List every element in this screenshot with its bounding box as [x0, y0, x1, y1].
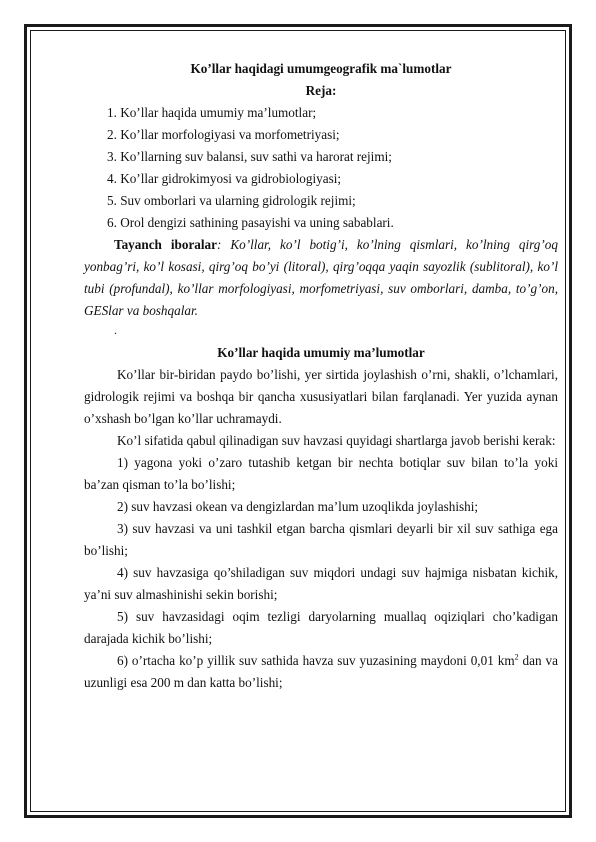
paragraph-intro: Ko’llar bir-biridan paydo bo’lishi, yer sirtida joylashish o’rni, shakli, o’lchamlari, gidrologik rejimi va boshqa bir qancha xususiyatlari bilan farqlanadi. Yer yuzida aynan o’xshash bo’lgan ko’llar uchramaydi.	[84, 367, 558, 426]
plan-item: 4. Ko’llar gidrokimyosi va gidrobiologiyasi;	[107, 171, 342, 186]
condition-text: dan va uzunligi esa 200 m dan katta bo’lishi;	[84, 653, 558, 690]
plan-item: 6. Orol dengizi sathining pasayishi va uning sabablari.	[107, 215, 394, 230]
document-body	[84, 58, 558, 694]
condition-item: 5) suv havzasidagi oqim tezligi daryolarning muallaq oqiziqlari cho’kadigan darajada kichik bo’lishi;	[84, 609, 558, 646]
keywords-text: : Ko’llar, ko’l botig’i, ko’lning qismlari, ko’lning qirg’oq yonbag’ri, ko’l kosasi, qirg’oq bo’yi (litoral), qirg’oqqa yaqin sayozlik (sublitoral), ko’l tubi (profundal), ko’llar morfologiyasi, morfometriyasi, suv omborlari, damba, to’g’on, GESlar va boshqalar.	[84, 237, 558, 318]
plan-item: 1. Ko’llar haqida umumiy ma’lumotlar;	[107, 105, 317, 120]
paragraph-conditions: Ko’l sifatida qabul qilinadigan suv havzasi quyidagi shartlarga javob berishi kerak:	[117, 433, 556, 448]
superscript: 2	[514, 652, 519, 662]
plan-item: 2. Ko’llar morfologiyasi va morfometriyasi;	[107, 127, 340, 142]
condition-item	[84, 650, 558, 694]
plan-item: 3. Ko’llarning suv balansi, suv sathi va harorat rejimi;	[107, 149, 392, 164]
keywords-label: Tayanch iboralar	[114, 237, 217, 252]
document-title: Ko’llar haqidagi umumgeografik ma`lumotlar	[190, 61, 452, 76]
section-title: Ko’llar haqida umumiy ma’lumotlar	[217, 345, 425, 360]
plan-list	[84, 102, 558, 234]
condition-item: 3) suv havzasi va uni tashkil etgan barcha qismlari deyarli bir xil suv sathiga ega bo’lishi;	[84, 521, 558, 558]
plan-heading: Reja:	[305, 83, 337, 98]
plan-item: 5. Suv omborlari va ularning gidrologik rejimi;	[107, 193, 356, 208]
stray-dot: .	[114, 323, 117, 337]
keywords-paragraph	[84, 234, 558, 322]
condition-item: 4) suv havzasiga qo’shiladigan suv miqdori undagi suv hajmiga nisbatan kichik, ya’ni suv almashinishi sekin borishi;	[84, 565, 558, 602]
condition-item: 2) suv havzasi okean va dengizlardan ma’lum uzoqlikda joylashishi;	[117, 499, 479, 514]
condition-text: 6) o’rtacha ko’p yillik suv sathida havza suv yuzasining maydoni 0,01 km	[117, 653, 515, 668]
condition-item: 1) yagona yoki o’zaro tutashib ketgan bir nechta botiqlar suv bilan to’la yoki ba’zan qisman to’la bo’lishi;	[84, 455, 558, 492]
